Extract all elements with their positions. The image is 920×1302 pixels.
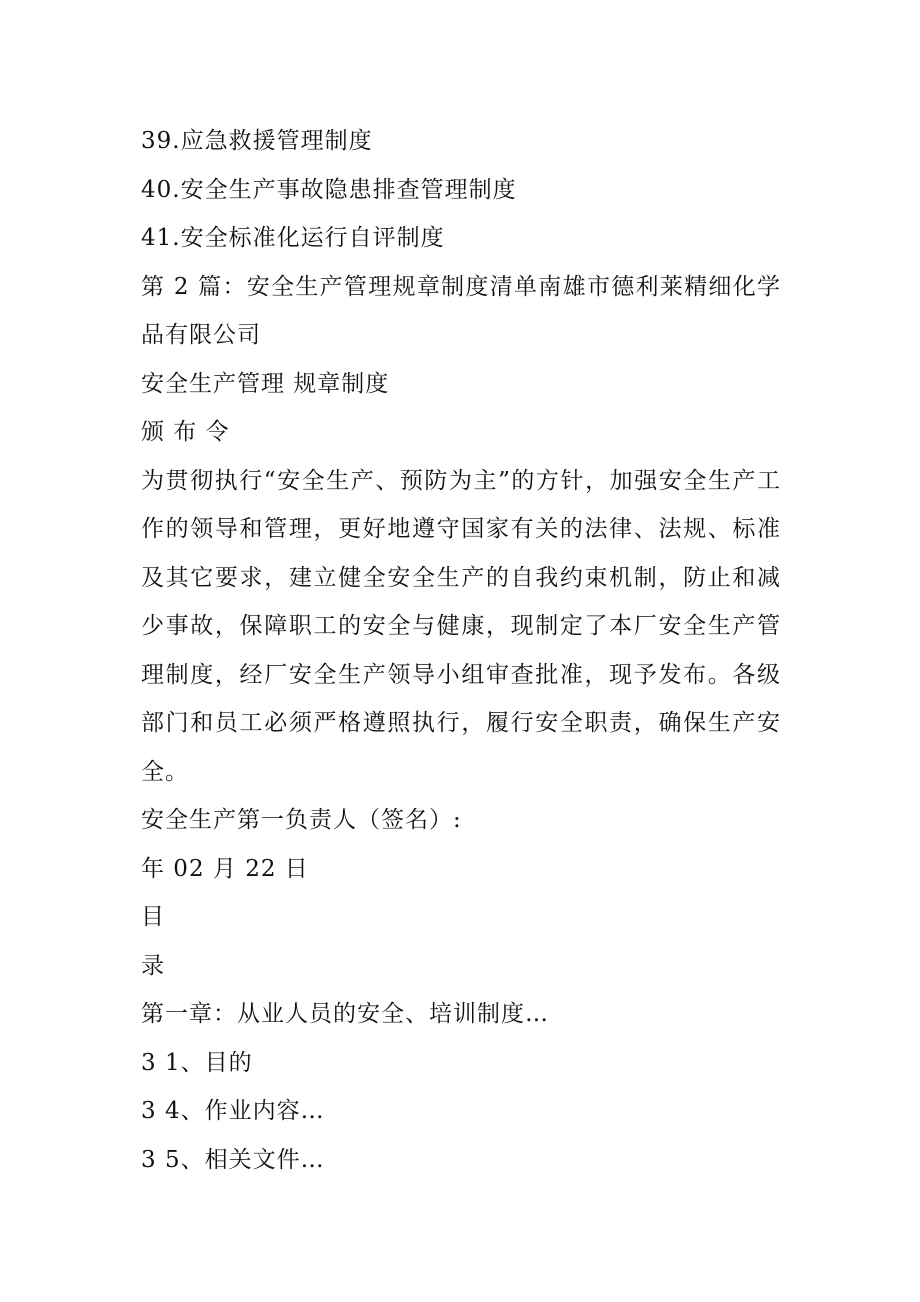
toc-item: 3 1、目的 bbox=[141, 1049, 253, 1076]
decree-title: 颁 布 令 bbox=[141, 419, 230, 445]
list-item: 41.安全标准化运行自评制度 bbox=[141, 225, 445, 251]
date-line: 年 02 月 22 日 bbox=[141, 855, 309, 882]
toc-item: 3 5、相关文件… bbox=[141, 1146, 325, 1173]
list-item: 39.应急救援管理制度 bbox=[141, 128, 373, 154]
document-title: 安全生产管理 规章制度 bbox=[141, 370, 390, 397]
toc-item: 3 4、作业内容… bbox=[141, 1098, 325, 1124]
signature-line: 安全生产第一负责人（签名）: bbox=[141, 807, 462, 833]
toc-title-part-1: 目 bbox=[141, 904, 165, 930]
toc-title-part-2: 录 bbox=[141, 952, 165, 979]
chapter-heading: 第 2 篇：安全生产管理规章制度清单南雄市德利莱精细化学品有限公司 bbox=[141, 273, 781, 348]
decree-body: 为贯彻执行“安全生产、预防为主”的方针，加强安全生产工作的领导和管理，更好地遵守国家有关的法律、法规、标准及其它要求，建立健全安全生产的自我约束机制，防止和减少事故，保障职工的安全与健康，现制定了本厂安全生产管理制度，经厂安全生产领导小组审查批准，现予发布。各级部门和员工必须严格遵照执行，履行安全职责，确保生产安全。 bbox=[141, 467, 781, 785]
document-body bbox=[141, 117, 781, 1184]
toc-item: 第一章：从业人员的安全、培训制度… bbox=[141, 1001, 549, 1027]
list-item: 40.安全生产事故隐患排查管理制度 bbox=[141, 176, 517, 203]
